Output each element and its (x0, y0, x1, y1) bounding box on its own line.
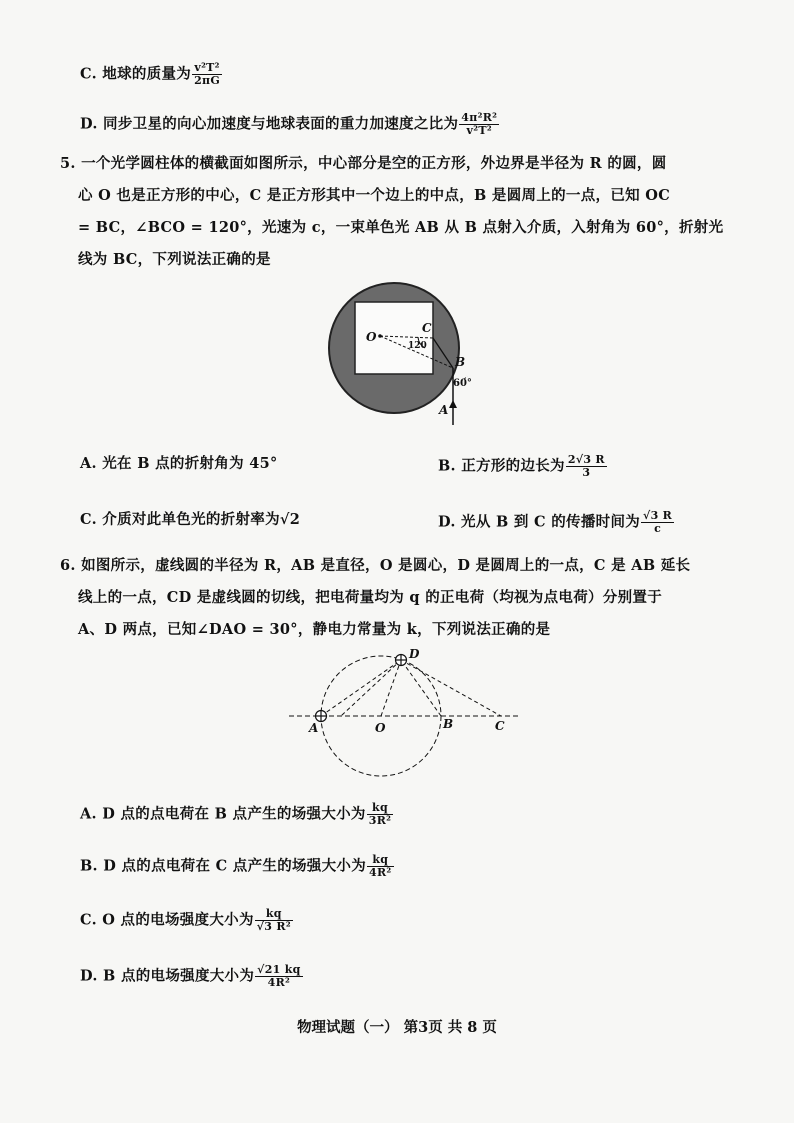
label-c: C (422, 321, 432, 335)
fraction-denominator: 3 (582, 466, 591, 479)
q6-option-a-text: A. D 点的点电荷在 B 点产生的场强大小为 (80, 805, 366, 823)
q5-option-d (438, 510, 674, 535)
arrow-up-icon (449, 400, 457, 408)
q6-option-a-fraction (367, 802, 394, 827)
fraction-denominator: v²T² (466, 124, 492, 137)
fraction-denominator: 2πG (194, 74, 221, 87)
line-bd (401, 660, 441, 716)
q6-stem-line3: A、D 两点，已知∠DAO = 30°，静电力常量为 k，下列说法正确的是 (78, 621, 551, 638)
q6-stem-line1: 6. 如图所示，虚线圆的半径为 R，AB 是直径，O 是圆心，D 是圆周上的一点，C 是 AB 延长 (60, 557, 691, 574)
label-b: B (455, 355, 466, 369)
label-a: A (439, 403, 449, 417)
q6-stem-line2: 线上的一点，CD 是虚线圆的切线，把电荷量均为 q 的正电荷（均视为点电荷）分别置于 (78, 589, 662, 606)
fraction-denominator: c (654, 522, 662, 535)
fraction-numerator: kq (367, 854, 394, 867)
fraction-numerator: kq (255, 908, 293, 921)
q6-option-b-fraction (367, 854, 394, 879)
q6-option-b-text: B. D 点的点电荷在 C 点产生的场强大小为 (80, 857, 367, 875)
point-o (378, 334, 382, 338)
prev-option-c-fraction (192, 62, 222, 87)
q5-option-c: C. 介质对此单色光的折射率为√2 (80, 511, 301, 528)
line-ad (321, 660, 401, 716)
label-a: A (309, 721, 319, 735)
label-b: B (443, 717, 454, 731)
label-c: C (495, 719, 505, 733)
q5-option-a: A. 光在 B 点的折射角为 45° (80, 455, 278, 472)
q5-option-b (438, 454, 607, 479)
fraction-denominator: 4R² (267, 976, 291, 989)
prev-option-d-text: D. 同步卫星的向心加速度与地球表面的重力加速度之比为 (80, 115, 459, 133)
charge-d-icon (396, 655, 407, 666)
page-footer: 物理试题（一） 第3页 共 8 页 (297, 1019, 497, 1036)
q5-optical-figure (322, 282, 482, 432)
prev-option-c (80, 62, 222, 87)
q6-option-a (80, 802, 393, 827)
label-angle-120: 120 (408, 341, 427, 351)
prev-option-d-fraction (459, 112, 499, 137)
fraction-numerator: 2√3 R (567, 453, 605, 466)
q6-option-c-fraction (255, 908, 293, 933)
label-d: D (409, 648, 420, 661)
fraction-numerator: 4π²R² (461, 111, 498, 124)
label-o: O (375, 721, 386, 735)
q5-stem-line1: 5. 一个光学圆柱体的横截面如图所示，中心部分是空的正方形，外边界是半径为 R 的圆，圆 (60, 155, 667, 172)
q5-stem-line4: 线为 BC，下列说法正确的是 (78, 251, 271, 268)
line-od (381, 660, 401, 716)
label-o: O (366, 330, 377, 344)
label-angle-60: 60° (453, 378, 472, 389)
q5-option-d-fraction (641, 510, 674, 535)
fraction-numerator: kq (367, 802, 394, 815)
q5-stem-line2: 心 O 也是正方形的中心，C 是正方形其中一个边上的中点，B 是圆周上的一点，已知 OC (78, 187, 671, 204)
fraction-numerator: v²T² (192, 62, 222, 75)
fraction-numerator: √3 R (643, 509, 673, 522)
charge-a-icon (316, 711, 327, 722)
q6-option-d-fraction (255, 964, 302, 989)
prev-option-d (80, 112, 499, 137)
fraction-numerator: √21 kq (257, 963, 301, 976)
q6-option-d-text: D. B 点的电场强度大小为 (80, 967, 255, 985)
q6-option-d (80, 964, 303, 989)
q5-option-d-text: D. 光从 B 到 C 的传播时间为 (438, 513, 641, 531)
line-d-chord (341, 660, 401, 716)
fraction-denominator: 4R² (369, 866, 392, 879)
q6-circle-figure (285, 648, 525, 778)
prev-option-c-text: C. 地球的质量为 (80, 65, 192, 83)
q5-option-b-text: B. 正方形的边长为 (438, 457, 565, 475)
q6-option-c-text: C. O 点的电场强度大小为 (80, 911, 254, 929)
fraction-denominator: 3R² (368, 814, 392, 827)
q6-option-c (80, 908, 293, 933)
q5-option-b-fraction (566, 454, 607, 479)
q5-stem-line3: = BC，∠BCO = 120°，光速为 c，一束单色光 AB 从 B 点射入介质，入射角为 60°，折射光 (78, 219, 724, 236)
fraction-denominator: √3 R² (256, 920, 291, 933)
tangent-cd (401, 660, 501, 716)
q6-option-b (80, 854, 394, 879)
